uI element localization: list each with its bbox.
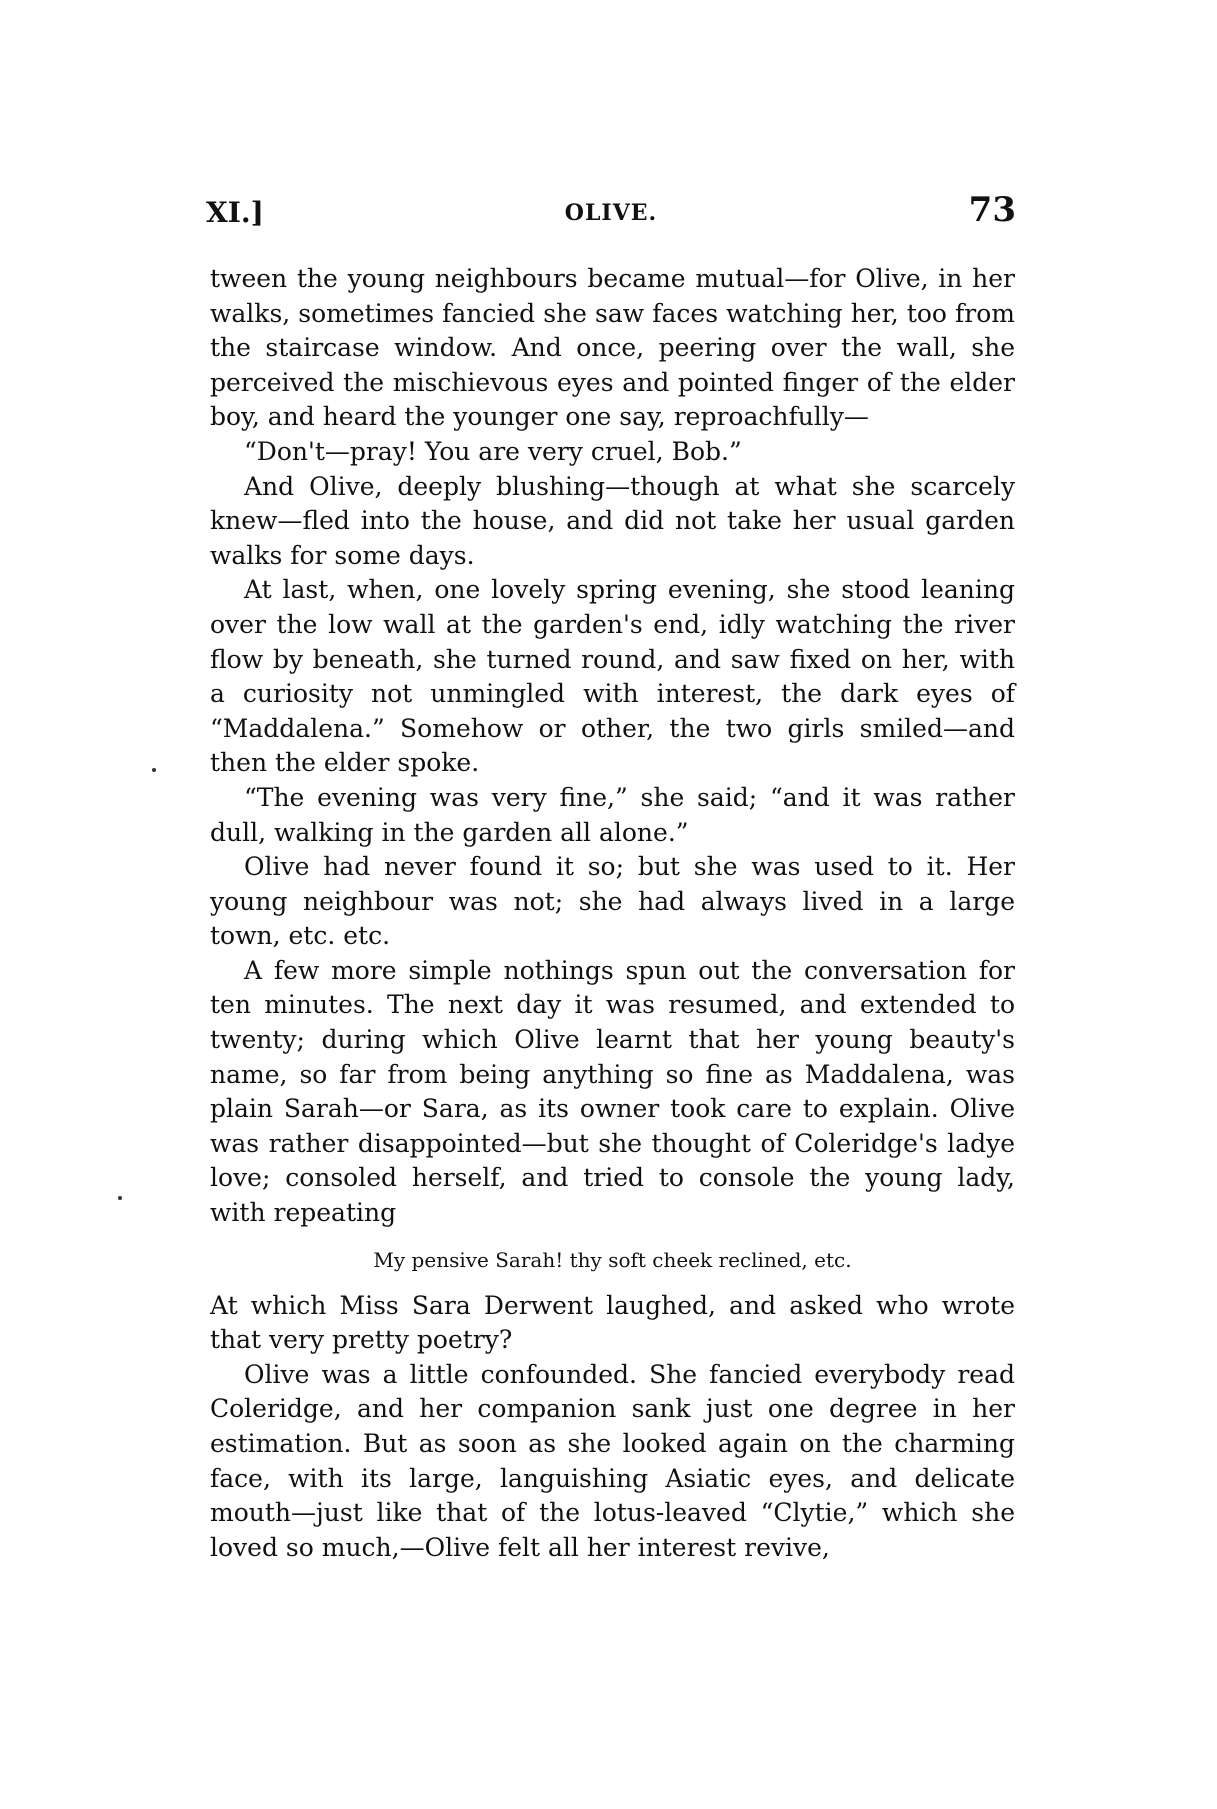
paragraph-continuation: tween the young neighbours became mutual—for Olive, in her walks, sometimes fancied she saw faces watching her, too from the staircase window. And once, peering over the wall, she perceived the mischievous eyes and pointed finger of the elder boy, and heard the younger one say, reproachfully— [210,264,1015,432]
page-body [210,262,1015,1565]
paragraph-confounded: Olive was a little confounded. She fancied everybody read Coleridge, and her companion sank just one degree in her estimation. But as soon as she looked again on the charming face, with its large, languishing Asiatic eyes, and delicate mouth—just like that of the lotus-leaved “Clytie,” which she loved so much,—Olive felt all her interest revive, [210,1359,1015,1562]
running-title: OLIVE. [564,200,658,226]
verse-quotation: My pensive Sarah! thy soft cheek reclined, etc. [373,1247,852,1272]
paragraph-never-found: Olive had never found it so; but she was used to it. Her young neighbour was not; she had always lived in a large town, etc. etc. [210,852,1015,951]
print-speck [118,1196,122,1200]
paragraph-olive-blushing: And Olive, deeply blushing—though at what she scarcely knew—fled into the house, and did not take her usual garden walks for some days. [210,471,1015,570]
page-header [206,190,1016,240]
paragraph-evening-fine: “The evening was very fine,” she said; “and it was rather dull, walking in the garden all alone.” [210,782,1015,847]
print-speck [152,768,156,772]
paragraph-dialogue-bob: “Don't—pray! You are very cruel, Bob.” [244,436,742,466]
paragraph-after-verse: At which Miss Sara Derwent laughed, and asked who wrote that very pretty poetry? [210,1290,1015,1355]
chapter-marker: XI.] [206,196,264,229]
page-number: 73 [968,190,1016,230]
paragraph-simple-nothings: A few more simple nothings spun out the conversation for ten minutes. The next day it was resumed, and extended to twenty; during which Olive learnt that her young beauty's name, so far from being anything so fine as Maddalena, was plain Sarah—or Sara, as its owner took care to explain. Olive was rather disappointed—but she thought of Coleridge's ladye love; consoled herself, and tried to console the young lady, with repeating [210,955,1015,1228]
paragraph-spring-evening: At last, when, one lovely spring evening, she stood leaning over the low wall at the garden's end, idly watching the river flow by beneath, she turned round, and saw fixed on her, with a curiosity not unmingled with interest, the dark eyes of “Maddalena.” Somehow or other, the two girls smiled—and then the elder spoke. [210,575,1015,778]
